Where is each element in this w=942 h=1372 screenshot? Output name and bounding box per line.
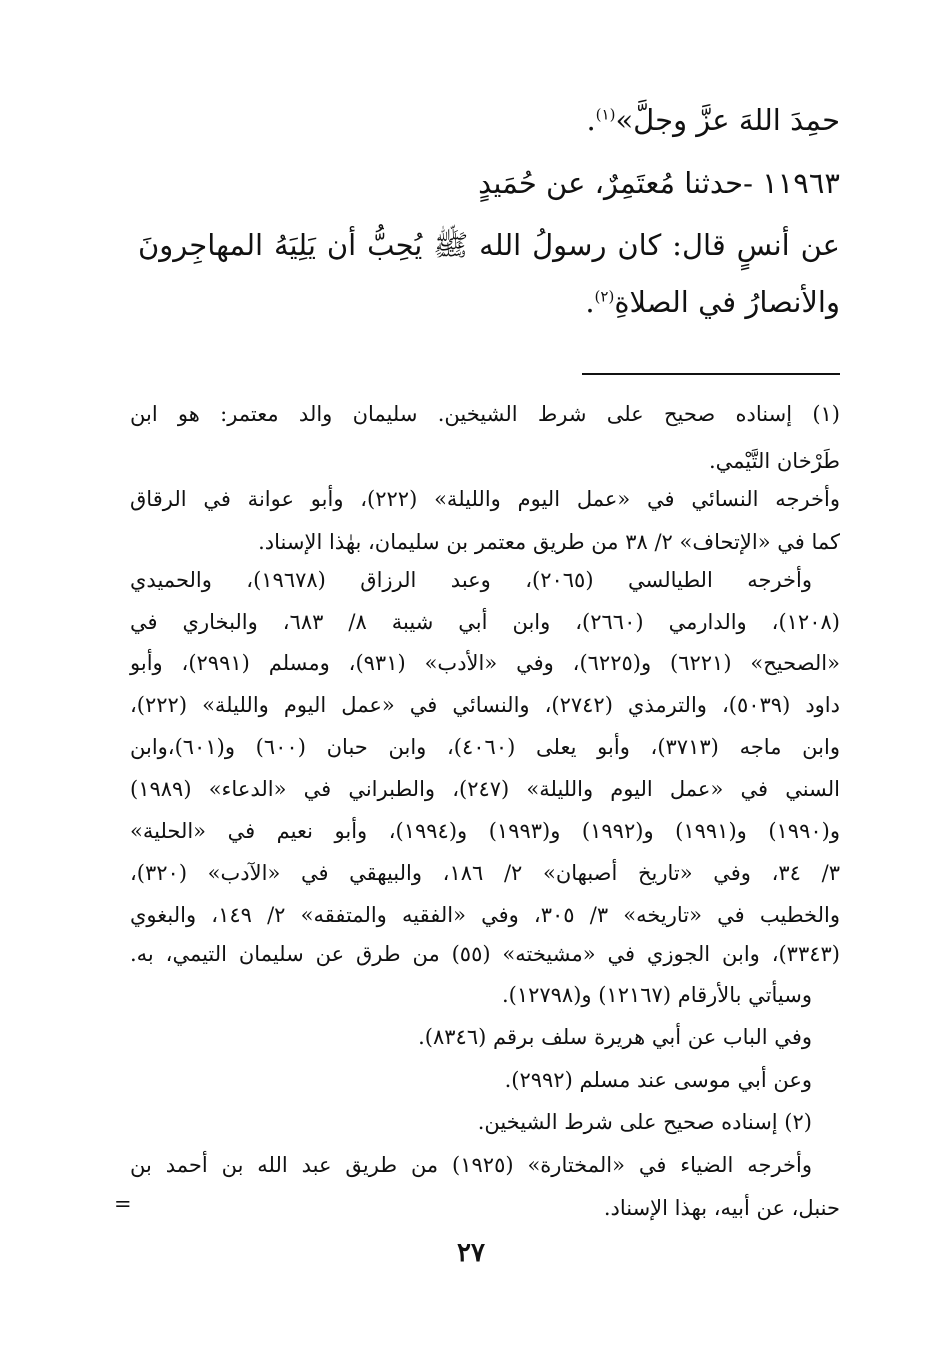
continuation-mark: =	[114, 1192, 132, 1216]
main-line-3-text: عن أنسٍ قال: كان رسولُ الله ﷺ يُحِبُّ أن يَلِيَهُ المهاجِرونَ	[138, 228, 840, 262]
footnote-line: والخطيب في «تاريخه» ٣/ ٣٠٥، وفي «الفقيه والمتفقه» ٢/ ١٤٩، والبغوي	[130, 903, 840, 927]
main-line-1-end: .	[586, 103, 596, 137]
main-line-2-text: ١١٩٦٣ -حدثنا مُعتَمِرٌ، عن حُمَيدٍ	[478, 166, 840, 200]
footnote-line: وسيأتي بالأرقام (١٢١٦٧) و(١٢٧٩٨).	[501, 983, 812, 1007]
footnote-ref-1: (١)	[595, 105, 616, 124]
page-number: ٢٧	[457, 1238, 485, 1268]
main-line-4	[585, 285, 840, 319]
footnote-separator	[582, 373, 840, 375]
footnote-line: وعن أبي موسى عند مسلم (٢٩٩٢).	[504, 1068, 812, 1092]
footnote-line: السني في «عمل اليوم والليلة» (٢٤٧)، والطبراني في «الدعاء» (١٩٨٩)	[130, 777, 840, 801]
main-line-1	[586, 103, 840, 137]
footnote-line: ٣/ ٣٤، وفي «تاريخ أصبهان» ٢/ ١٨٦، والبيهقي في «الآدب» (٣٢٠)،	[130, 861, 840, 885]
footnote-line: وأخرجه الطيالسي (٢٠٦٥)، وعبد الرزاق (١٩٦٧٨)، والحميدي	[130, 568, 812, 592]
footnote-line: حنبل، عن أبيه، بهذا الإسناد.	[603, 1196, 840, 1220]
footnote-line: «الصحيح» (٦٢٢١) و(٦٢٢٥)، وفي «الأدب» (٩٣١)، ومسلم (٢٩٩١)، وأبو	[130, 651, 840, 675]
footnote-line: (٢) إسناده صحيح على شرط الشيخين.	[477, 1110, 812, 1134]
footnote-line: وابن ماجه (٣٧١٣)، وأبو يعلى (٤٠٦٠)، وابن حبان (٦٠٠) و(٦٠١)،وابن	[130, 735, 840, 759]
footnote-line: (١٢٠٨)، والدارمي (٢٦٦٠)، وابن أبي شيبة ٨/ ٦٨٣، والبخاري في	[130, 610, 840, 634]
main-line-4-text: والأنصارُ في الصلاةِ	[614, 285, 840, 319]
footnote-line: داود (٥٠٣٩)، والترمذي (٢٧٤٢)، والنسائي في «عمل اليوم والليلة» (٢٢٢)،	[130, 693, 840, 717]
footnote-line: وأخرجه الضياء في «المختارة» (١٩٢٥) من طريق عبد الله بن أحمد بن	[130, 1153, 812, 1177]
main-line-4-end: .	[585, 285, 595, 319]
footnote-line: و(١٩٩٠) و(١٩٩١) و(١٩٩٢) و(١٩٩٣) و(١٩٩٤)، وأبو نعيم في «الحلية»	[130, 819, 840, 843]
footnote-line: طَرْخان التَّيْمي.	[708, 449, 840, 473]
main-line-2	[478, 166, 840, 200]
main-line-1-text: حمِدَ اللهَ عزَّ وجلَّ»	[615, 103, 840, 137]
footnote-line: كما في «الإتحاف» ٢/ ٣٨ من طريق معتمر بن سليمان، بهٰذا الإسناد.	[258, 530, 840, 554]
footnote-line: (١) إسناده صحيح على شرط الشيخين. سليمان والد معتمر: هو ابن	[130, 402, 840, 426]
footnote-line: (٣٣٤٣)، وابن الجوزي في «مشيخته» (٥٥) من طرق عن سليمان التيمي، به.	[130, 942, 840, 966]
main-line-3	[138, 228, 840, 270]
footnote-line: وفي الباب عن أبي هريرة سلف برقم (٨٣٤٦).	[418, 1025, 812, 1049]
footnote-line: وأخرجه النسائي في «عمل اليوم والليلة» (٢٢٢)، وأبو عوانة في الرقاق	[130, 487, 841, 511]
footnote-ref-2: (٢)	[594, 287, 615, 306]
